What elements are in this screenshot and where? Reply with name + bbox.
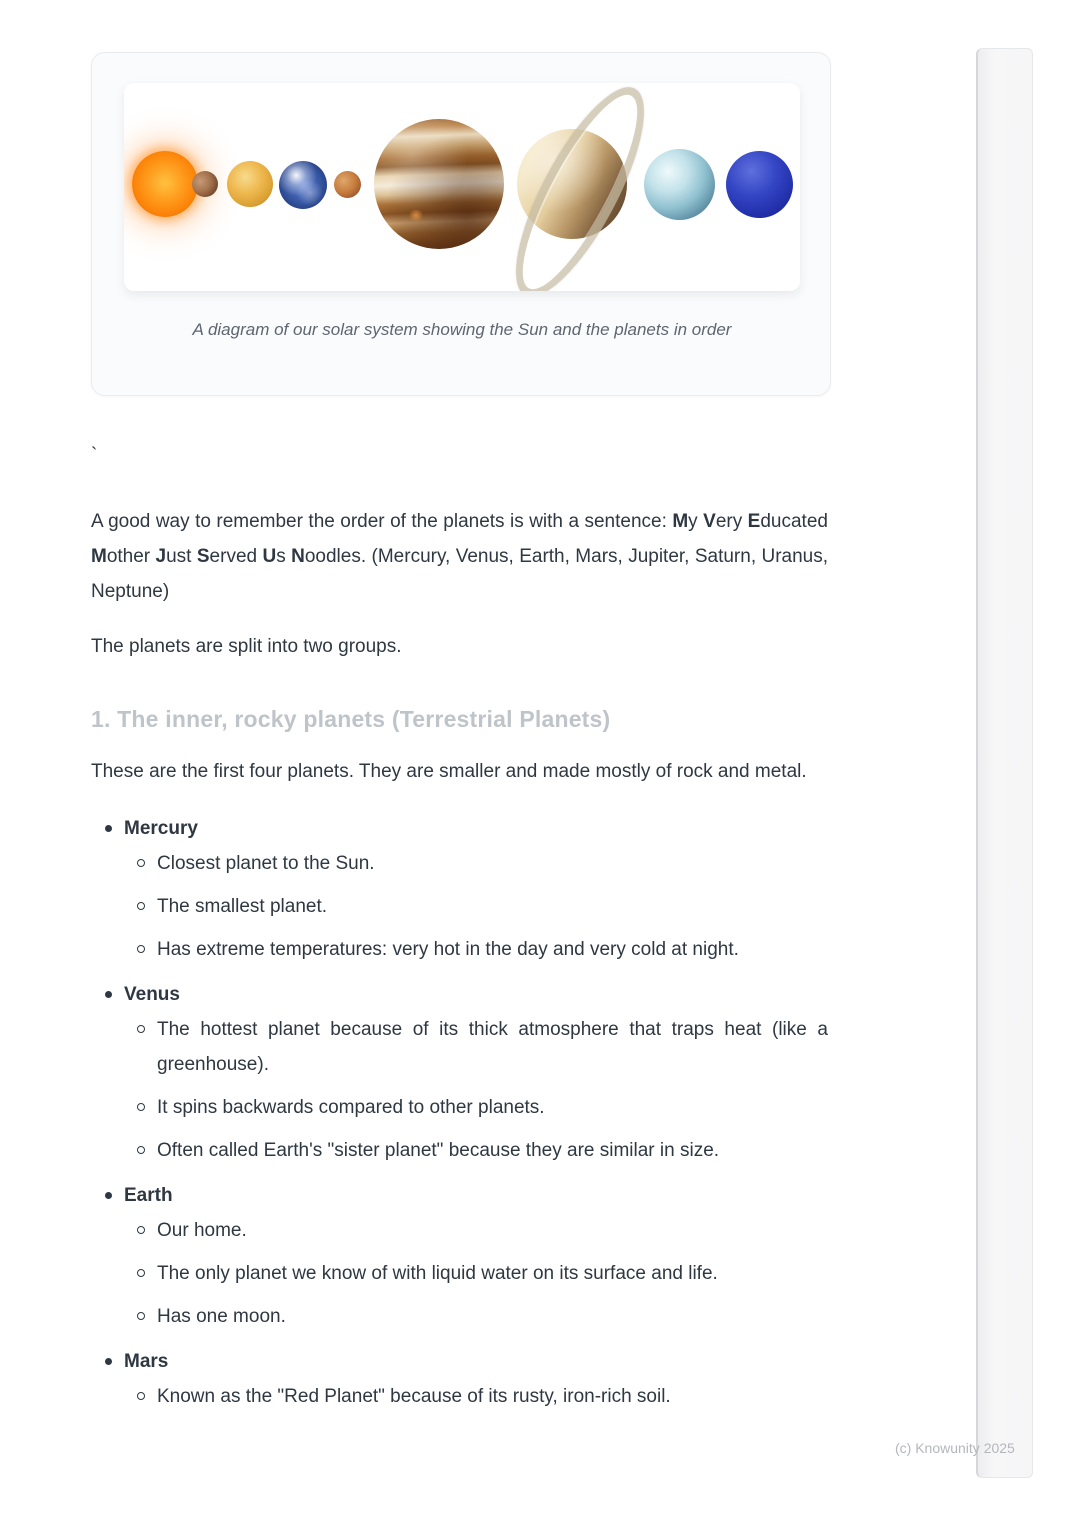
fact-list [124,1012,828,1168]
figure-card [91,52,831,396]
mnemonic-bold-letter: E [747,511,761,532]
saturn-ring [492,83,667,291]
planet-fact: It spins backwards compared to other planets. [157,1090,828,1125]
planet-fact: Our home. [157,1213,828,1248]
mnemonic-word-rest: ducated [760,511,828,532]
mnemonic-word-rest: y [688,511,704,532]
sun-illustration [132,151,198,217]
mnemonic-bold-letter: M [91,546,107,567]
mnemonic-word-rest: other [106,546,156,567]
section-heading: 1. The inner, rocky planets (Terrestrial Planets) [91,706,611,732]
list-item-earth [124,1178,828,1334]
mnemonic-word-rest: s [276,546,292,567]
scrollbar-thumb[interactable] [976,48,1033,1478]
mnemonic-bold-letter: S [196,546,210,567]
mnemonic-bold-letter: V [703,511,716,532]
list-item-mars [124,1344,828,1414]
mnemonic-word-rest: erved [209,546,263,567]
mnemonic-bold-letter: U [262,546,277,567]
planet-name: Mars [124,1351,169,1372]
figure-caption: A diagram of our solar system showing the Sun and the planets in order [192,320,732,339]
mnemonic-bold-letter: N [291,546,305,567]
planet-earth [279,161,327,209]
planet-fact: Has one moon. [157,1299,828,1334]
planet-fact: The hottest planet because of its thick atmosphere that traps heat (like a greenhouse). [157,1012,828,1082]
section-intro-paragraph: These are the first four planets. They are smaller and made mostly of rock and metal. [91,761,807,782]
planet-neptune [726,151,793,218]
solar-system-image [124,83,800,291]
mnemonic-intro: A good way to remember the order of the planets is with a sentence: [91,511,673,532]
stray-backtick-text: ` [91,445,98,466]
planet-mercury [192,171,218,197]
mnemonic-bold-letter: M [672,511,689,532]
planet-fact: The smallest planet. [157,889,828,924]
fact-list [124,1379,828,1414]
planet-list [91,811,828,1414]
list-item-mercury [124,811,828,967]
mnemonic-word-rest: oodles. [304,546,372,567]
mnemonic-word-rest: ery [715,511,748,532]
fact-list [124,1213,828,1334]
planet-mars [334,171,361,198]
planet-fact: Known as the "Red Planet" because of its rusty, iron-rich soil. [157,1379,828,1414]
groups-paragraph: The planets are split into two groups. [91,636,402,657]
planet-fact: The only planet we know of with liquid water on its surface and life. [157,1256,828,1291]
planet-uranus [644,149,715,220]
document-content [91,0,828,1424]
planet-name: Earth [124,1185,173,1206]
watermark: (c) Knowunity 2025 [895,1440,1015,1456]
planet-name: Mercury [124,818,198,839]
list-item-venus [124,977,828,1168]
planet-venus [227,161,273,207]
fact-list [124,846,828,967]
planet-fact: Often called Earth's "sister planet" because they are similar in size. [157,1133,828,1168]
planet-name: Venus [124,984,180,1005]
mnemonic-paragraph [91,504,828,609]
planet-jupiter [374,119,504,249]
mnemonic-bold-letter: J [155,546,167,567]
planet-saturn [517,129,627,239]
mnemonic-word-rest: ust [166,546,197,567]
mnemonic-tail: (Mercury, Venus, Earth, Mars, Jupiter, Saturn, Uranus, Neptune) [91,546,829,602]
planet-fact: Closest planet to the Sun. [157,846,828,881]
planet-fact: Has extreme temperatures: very hot in the day and very cold at night. [157,932,828,967]
